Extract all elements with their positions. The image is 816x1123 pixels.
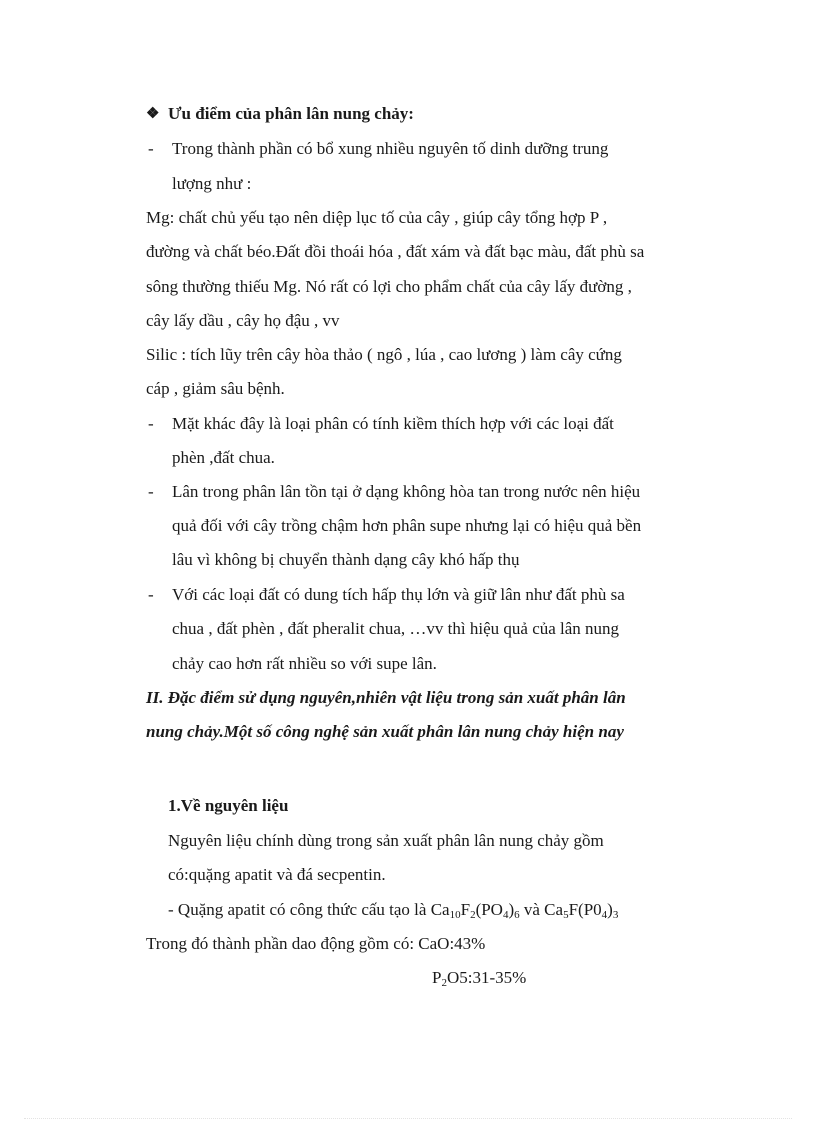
bullet3-line2: quả đối với cây trồng chậm hơn phân supe nhưng lại có hiệu quả bền <box>172 516 642 535</box>
bullet4-line3: chảy cao hơn rất nhiều so với supe lân. <box>172 654 437 673</box>
page-bottom-divider <box>24 1118 792 1119</box>
diamond-bullet-icon: ❖ <box>146 106 160 122</box>
raw-material-para-line1: Nguyên liệu chính dùng trong sản xuất phân lân nung chảy gồm <box>168 831 604 850</box>
subsection1-heading: 1.Về nguyên liệu <box>168 796 289 815</box>
mg-para-line4: cây lấy dầu , cây họ đậu , vv <box>146 311 340 330</box>
dash-marker: - <box>148 414 154 433</box>
mg-para-line3: sông thường thiếu Mg. Nó rất có lợi cho phẩm chất của cây lấy đường , <box>146 277 632 296</box>
bullet1-line2: lượng như : <box>172 174 252 193</box>
mg-para-line2: đường và chất béo.Đất đồi thoái hóa , đất xám và đất bạc màu, đất phù sa <box>146 242 645 261</box>
composition-line: Trong đó thành phần dao động gồm có: CaO:43% <box>146 934 486 953</box>
section2-heading-line2: nung chảy.Một số công nghệ sản xuất phân lân nung chảy hiện nay <box>146 722 624 741</box>
raw-material-para-line2: có:quặng apatit và đá secpentin. <box>168 865 386 884</box>
advantages-heading: Ưu điểm của phân lân nung chảy: <box>168 104 414 123</box>
silic-para-line2: cáp , giảm sâu bệnh. <box>146 379 285 398</box>
apatite-formula-line: - Quặng apatit có công thức cấu tạo là $Ca_{10}F_2(PO_4)_6$ và $Ca_5F(P0_4)_3$ <box>168 900 619 921</box>
bullet2-line1: Mặt khác đây là loại phân có tính kiềm thích hợp với các loại đất <box>172 414 614 433</box>
bullet4-line1: Với các loại đất có dung tích hấp thụ lớn và giữ lân như đất phù sa <box>172 585 625 604</box>
bullet1-line1: Trong thành phần có bổ xung nhiều nguyên tố dinh dưỡng trung <box>172 139 609 158</box>
bullet2-line2: phèn ,đất chua. <box>172 448 275 467</box>
section2-heading-line1: II. Đặc điểm sử dụng nguyên,nhiên vật liệu trong sản xuất phân lân <box>146 688 626 707</box>
bullet3-line3: lâu vì không bị chuyển thành dạng cây khó hấp thụ <box>172 550 520 569</box>
bullet4-line2: chua , đất phèn , đất pheralit chua, …vv thì hiệu quả của lân nung <box>172 619 620 638</box>
dash-marker: - <box>148 585 154 604</box>
mg-para-line1: Mg: chất chủ yếu tạo nên diệp lục tố của cây , giúp cây tổng hợp P , <box>146 208 608 227</box>
p2o5-composition: $P_2O5:31-35\%$ <box>432 968 527 989</box>
bullet3-line1: Lân trong phân lân tồn tại ở dạng không hòa tan trong nước nên hiệu <box>172 482 641 501</box>
dash-marker: - <box>148 139 154 158</box>
silic-para-line1: Silic : tích lũy trên cây hòa thảo ( ngô , lúa , cao lương ) làm cây cứng <box>146 345 622 364</box>
dash-marker: - <box>148 482 154 501</box>
